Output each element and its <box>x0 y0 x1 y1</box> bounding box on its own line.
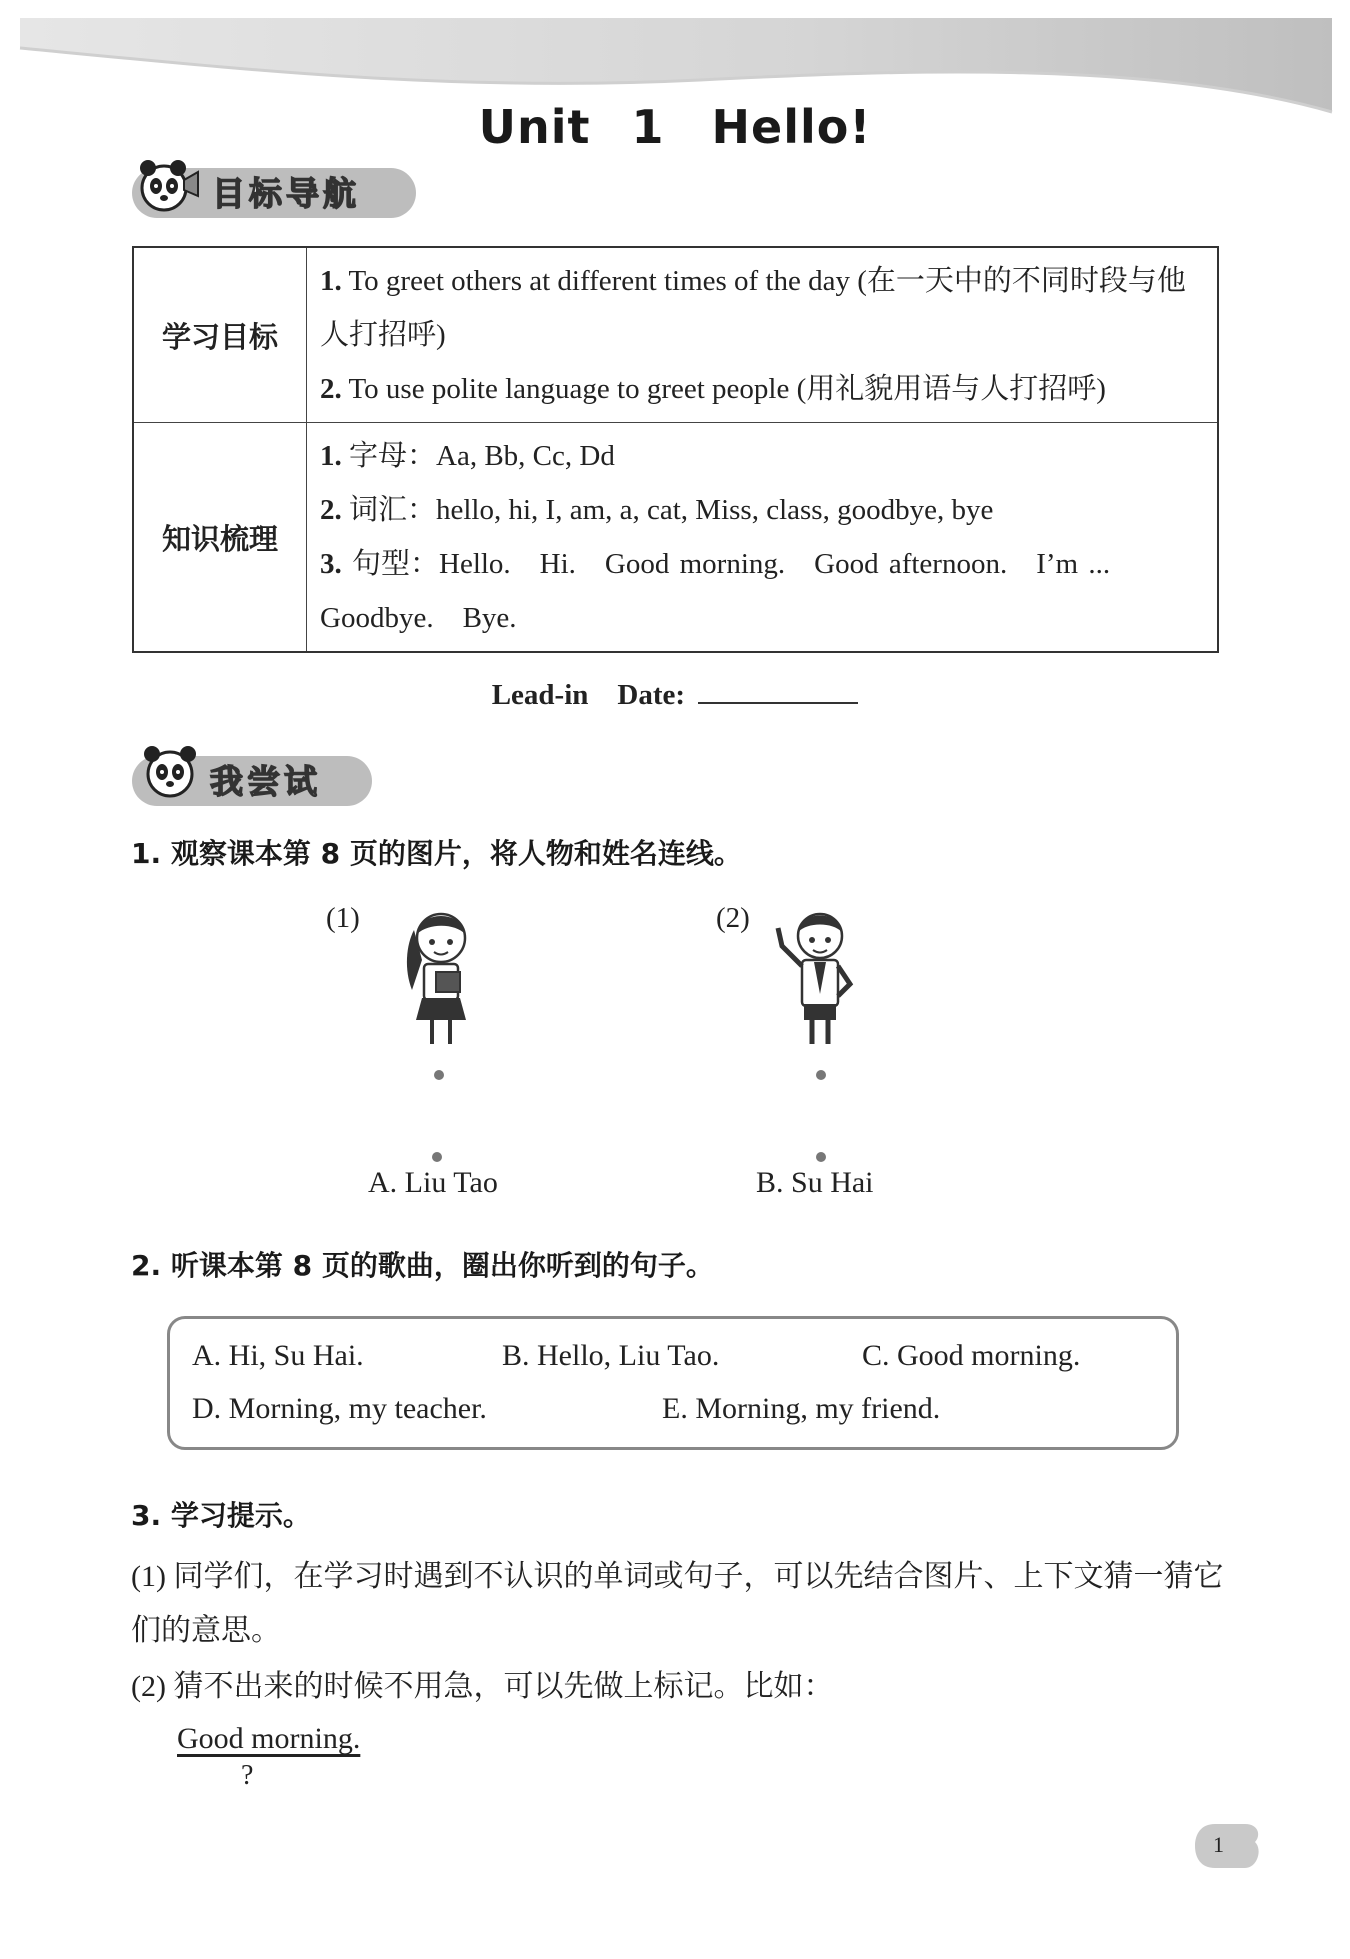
girl-with-book-icon <box>396 900 486 1050</box>
objective-item <box>320 362 1203 416</box>
page-number-badge <box>1193 1822 1263 1870</box>
knowledge-item <box>320 537 1203 645</box>
item-number: 1. <box>320 440 342 472</box>
objective-item <box>320 254 1203 362</box>
tip-2: (2) 猜不出来的时候不用急，可以先做上标记。比如： <box>131 1670 834 1703</box>
figure-2-label: (2) <box>716 902 750 934</box>
date-label: Date: <box>617 679 686 711</box>
name-b-dot[interactable] <box>816 1152 826 1162</box>
leadin-date-line <box>0 676 1350 712</box>
panda-icon <box>138 738 204 808</box>
goals-tag-text: 目标导航 <box>212 174 360 213</box>
option-a[interactable]: A. Hi, Su Hai. <box>192 1339 364 1372</box>
panda-megaphone-icon <box>132 150 202 220</box>
goals-section-tag <box>132 150 422 222</box>
name-option-a: A. Liu Tao <box>368 1166 498 1199</box>
example-phrase: Good morning. <box>177 1722 361 1755</box>
knowledge-item <box>320 483 1203 537</box>
figure-1-dot[interactable] <box>434 1070 444 1080</box>
question-2-title: 2. 听课本第 8 页的歌曲，圈出你听到的句子。 <box>131 1249 714 1282</box>
table-row <box>133 247 1218 423</box>
item-number: 2. <box>320 494 342 526</box>
option-c[interactable]: C. Good morning. <box>862 1339 1081 1372</box>
item-text: To use polite language to greet people (用礼貌用语与人打招呼) <box>341 373 1106 405</box>
question-mark: ? <box>241 1760 254 1791</box>
figure-2-dot[interactable] <box>816 1070 826 1080</box>
knowledge-cell <box>307 423 1219 653</box>
option-b[interactable]: B. Hello, Liu Tao. <box>502 1339 720 1372</box>
page-number-shape <box>1193 1822 1263 1870</box>
option-e[interactable]: E. Morning, my friend. <box>662 1392 941 1425</box>
figure-1-label: (1) <box>326 902 360 934</box>
knowledge-item <box>320 429 1203 483</box>
option-d[interactable]: D. Morning, my teacher. <box>192 1392 487 1425</box>
item-text: To greet others at different times of the day (在一天中的不同时段与他人打招呼) <box>320 265 1186 351</box>
question-1-title: 1. 观察课本第 8 页的图片，将人物和姓名连线。 <box>131 837 742 870</box>
objectives-cell <box>307 247 1219 423</box>
goals-table <box>132 246 1219 653</box>
try-tag-text: 我尝试 <box>210 762 321 801</box>
item-text: 字母：Aa, Bb, Cc, Dd <box>341 440 615 472</box>
date-blank[interactable] <box>698 676 858 704</box>
item-text: 句型：Hello. Hi. Good morning. Good afternoon. I’m ... Goodbye. Bye. <box>320 548 1111 634</box>
item-number: 2. <box>320 373 342 405</box>
page-number: 1 <box>1213 1832 1224 1857</box>
question-3-title: 3. 学习提示。 <box>131 1499 311 1532</box>
leadin-label: Lead-in <box>491 679 589 711</box>
row-label-knowledge: 知识梳理 <box>133 423 307 653</box>
try-section-tag <box>132 738 382 810</box>
table-row <box>133 423 1218 653</box>
tip-1: (1) 同学们，在学习时遇到不认识的单词或句子，可以先结合图片、上下文猜一猜它们的意思。 <box>131 1560 1224 1647</box>
item-text: 词汇：hello, hi, I, am, a, cat, Miss, class, goodbye, bye <box>341 494 994 526</box>
sentence-options-box <box>167 1316 1179 1450</box>
unit-title: Unit 1 Hello! <box>478 100 872 154</box>
item-number: 3. <box>320 548 342 580</box>
name-a-dot[interactable] <box>432 1152 442 1162</box>
item-number: 1. <box>320 265 342 297</box>
row-label-objectives: 学习目标 <box>133 247 307 423</box>
boy-waving-icon <box>768 900 868 1050</box>
name-option-b: B. Su Hai <box>756 1166 874 1199</box>
